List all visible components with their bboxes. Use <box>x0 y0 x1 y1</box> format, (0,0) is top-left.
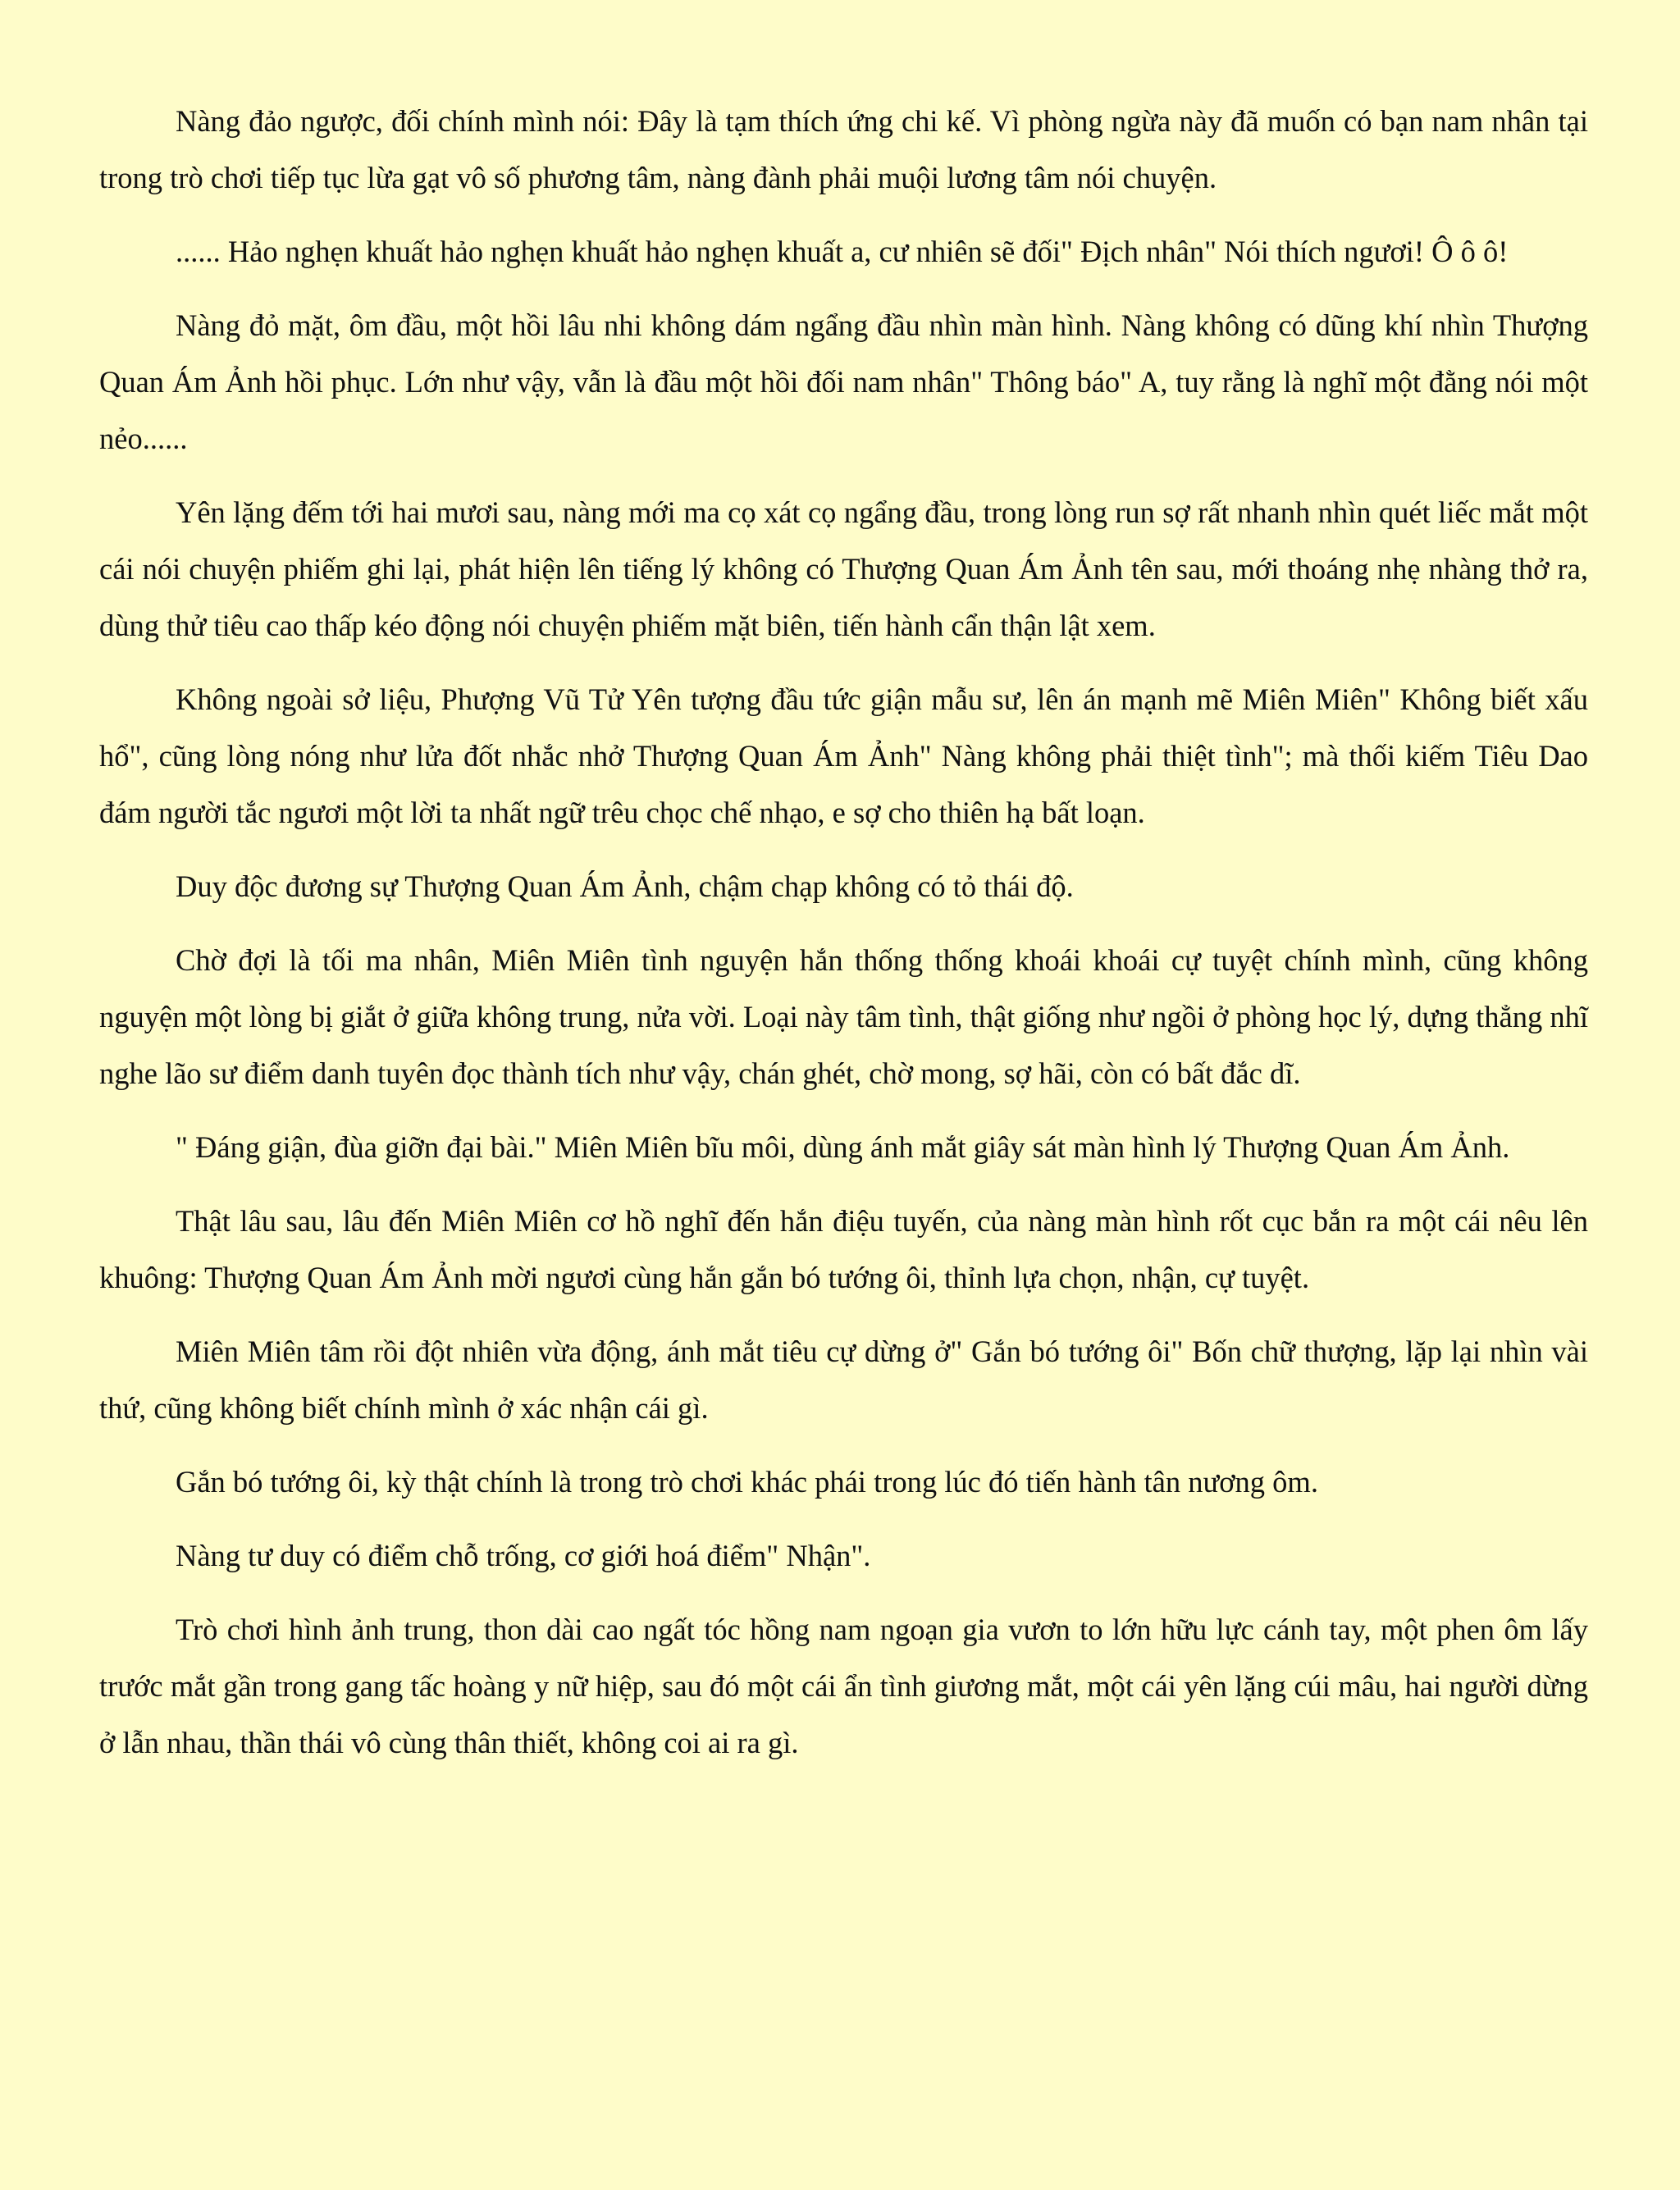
paragraph-9: Thật lâu sau, lâu đến Miên Miên cơ hồ nghĩ đến hắn điệu tuyến, của nàng màn hình rốt cục bắn ra một cái nêu lên khuông: Thượng Quan Ám Ảnh mời ngươi cùng hắn gắn bó tướng ôi, thỉnh lựa chọn, nhận, cự tuyệt. <box>99 1204 1588 1294</box>
paragraph-10: Miên Miên tâm rồi đột nhiên vừa động, ánh mắt tiêu cự dừng ở" Gắn bó tướng ôi" Bốn chữ thượng, lặp lại nhìn vài thứ, cũng không biết chính mình ở xác nhận cái gì. <box>99 1335 1588 1425</box>
document-page <box>99 93 1588 1788</box>
paragraph-12: Nàng tư duy có điểm chỗ trống, cơ giới hoá điểm" Nhận". <box>176 1539 871 1572</box>
paragraph-13: Trò chơi hình ảnh trung, thon dài cao ngất tóc hồng nam ngoạn gia vươn to lớn hữu lực cánh tay, một phen ôm lấy trước mắt gần trong gang tấc hoàng y nữ hiệp, sau đó một cái ẩn tình giương mắt, một cái yên lặng cúi mâu, hai người dừng ở lẫn nhau, thần thái vô cùng thân thiết, không coi ai ra gì. <box>99 1613 1588 1759</box>
paragraph-11: Gắn bó tướng ôi, kỳ thật chính là trong trò chơi khác phái trong lúc đó tiến hành tân nương ôm. <box>176 1465 1318 1499</box>
paragraph-4: Yên lặng đếm tới hai mươi sau, nàng mới ma cọ xát cọ ngẩng đầu, trong lòng run sợ rất nhanh nhìn quét liếc mắt một cái nói chuyện phiếm ghi lại, phát hiện lên tiếng lý không có Thượng Quan Ám Ảnh tên sau, mới thoáng nhẹ nhàng thở ra, dùng thử tiêu cao thấp kéo động nói chuyện phiếm mặt biên, tiến hành cẩn thận lật xem. <box>99 495 1588 642</box>
paragraph-2: ...... Hảo nghẹn khuất hảo nghẹn khuất hảo nghẹn khuất a, cư nhiên sẽ đối" Địch nhân" Nói thích ngươi! Ô ô ô! <box>176 235 1509 268</box>
paragraph-1: Nàng đảo ngược, đối chính mình nói: Đây là tạm thích ứng chi kế. Vì phòng ngừa này đã muốn có bạn nam nhân tại trong trò chơi tiếp tục lừa gạt vô số phương tâm, nàng đành phải muội lương tâm nói chuyện. <box>99 104 1588 194</box>
paragraph-8: " Đáng giận, đùa giỡn đại bài." Miên Miên bĩu môi, dùng ánh mắt giây sát màn hình lý Thượng Quan Ám Ảnh. <box>176 1130 1510 1164</box>
paragraph-5: Không ngoài sở liệu, Phượng Vũ Tử Yên tượng đầu tức giận mẫu sư, lên án mạnh mẽ Miên Miên" Không biết xấu hổ", cũng lòng nóng như lửa đốt nhắc nhở Thượng Quan Ám Ảnh" Nàng không phải thiệt tình"; mà thối kiếm Tiêu Dao đám người tắc ngươi một lời ta nhất ngữ trêu chọc chế nhạo, e sợ cho thiên hạ bất loạn. <box>99 682 1588 829</box>
paragraph-3: Nàng đỏ mặt, ôm đầu, một hồi lâu nhi không dám ngẩng đầu nhìn màn hình. Nàng không có dũng khí nhìn Thượng Quan Ám Ảnh hồi phục. Lớn như vậy, vẫn là đầu một hồi đối nam nhân" Thông báo" A, tuy rằng là nghĩ một đằng nói một nẻo...... <box>99 308 1588 455</box>
paragraph-6: Duy độc đương sự Thượng Quan Ám Ảnh, chậm chạp không có tỏ thái độ. <box>176 869 1074 903</box>
paragraph-7: Chờ đợi là tối ma nhân, Miên Miên tình nguyện hắn thống thống khoái khoái cự tuyệt chính mình, cũng không nguyện một lòng bị giắt ở giữa không trung, nửa vời. Loại này tâm tình, thật giống như ngồi ở phòng học lý, dựng thẳng nhĩ nghe lão sư điểm danh tuyên đọc thành tích như vậy, chán ghét, chờ mong, sợ hãi, còn có bất đắc dĩ. <box>99 943 1588 1090</box>
